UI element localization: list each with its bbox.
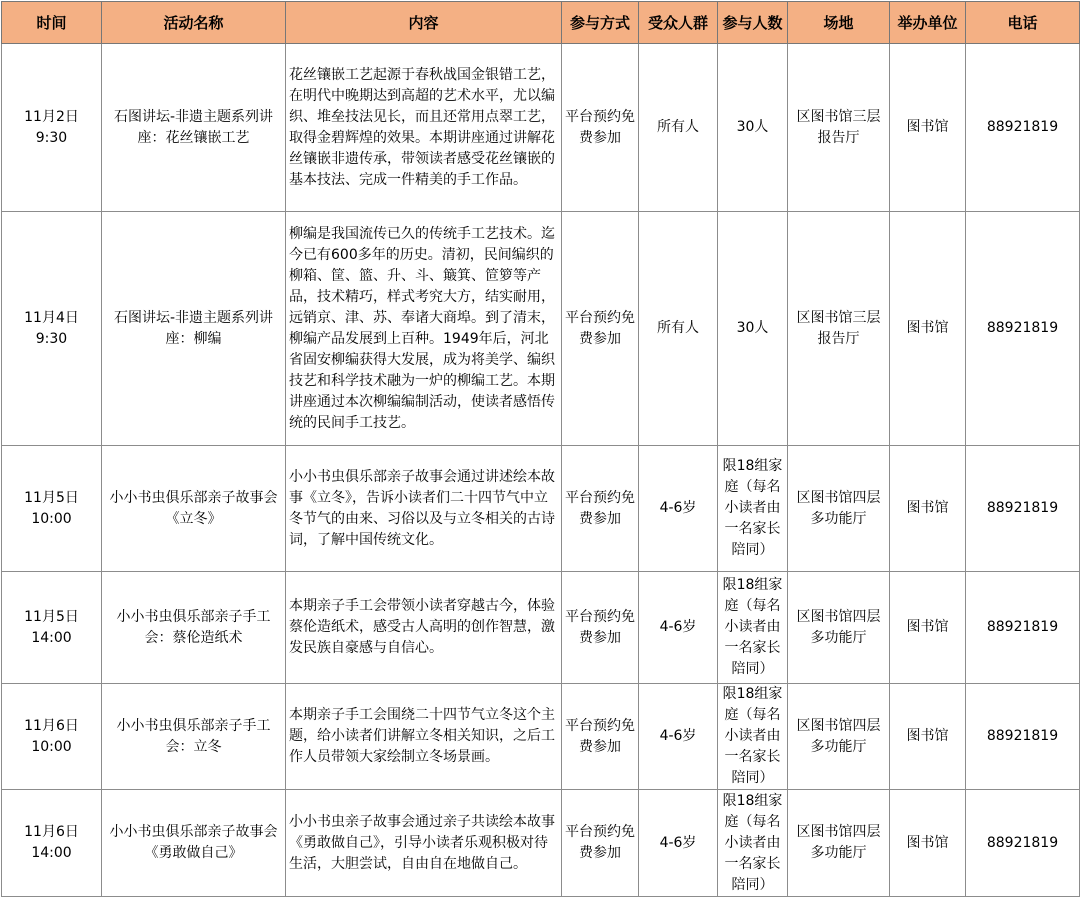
time-cell	[2, 684, 102, 790]
header-method: 参与方式	[562, 2, 639, 44]
date-text: 11月2日	[24, 108, 79, 125]
venue-cell: 区图书馆四层多功能厅	[788, 684, 890, 790]
time-cell	[2, 446, 102, 572]
count-cell: 限18组家庭（每名小读者由一名家长陪同）	[718, 572, 788, 684]
activity-name-cell: 石图讲坛-非遗主题系列讲座：花丝镶嵌工艺	[102, 44, 286, 212]
organizer-cell: 图书馆	[890, 684, 966, 790]
time-text: 14:00	[31, 629, 72, 646]
venue-cell: 区图书馆三层报告厅	[788, 44, 890, 212]
audience-cell: 所有人	[639, 44, 718, 212]
content-cell: 本期亲子手工会带领小读者穿越古今，体验蔡伦造纸术，感受古人高明的创作智慧，激发民族自豪感与自信心。	[286, 572, 562, 684]
venue-cell: 区图书馆四层多功能厅	[788, 572, 890, 684]
activity-schedule-table	[1, 1, 1080, 897]
activity-name-cell: 小小书虫俱乐部亲子手工会：蔡伦造纸术	[102, 572, 286, 684]
organizer-cell: 图书馆	[890, 572, 966, 684]
header-count: 参与人数	[718, 2, 788, 44]
audience-cell: 4-6岁	[639, 684, 718, 790]
phone-cell: 88921819	[966, 212, 1080, 446]
time-text: 10:00	[31, 510, 72, 527]
method-cell: 平台预约免费参加	[562, 684, 639, 790]
audience-cell: 所有人	[639, 212, 718, 446]
phone-cell: 88921819	[966, 572, 1080, 684]
activity-name-cell: 小小书虫俱乐部亲子手工会：立冬	[102, 684, 286, 790]
method-cell: 平台预约免费参加	[562, 572, 639, 684]
venue-cell: 区图书馆三层报告厅	[788, 212, 890, 446]
phone-cell: 88921819	[966, 446, 1080, 572]
time-text: 10:00	[31, 738, 72, 755]
table-row	[2, 212, 1080, 446]
header-activity-name: 活动名称	[102, 2, 286, 44]
organizer-cell: 图书馆	[890, 446, 966, 572]
date-text: 11月4日	[24, 309, 79, 326]
audience-cell: 4-6岁	[639, 446, 718, 572]
table-row	[2, 790, 1080, 897]
count-cell: 限18组家庭（每名小读者由一名家长陪同）	[718, 790, 788, 897]
time-text: 14:00	[31, 845, 72, 861]
count-cell: 限18组家庭（每名小读者由一名家长陪同）	[718, 446, 788, 572]
time-cell	[2, 790, 102, 897]
header-audience: 受众人群	[639, 2, 718, 44]
time-cell	[2, 572, 102, 684]
phone-cell: 88921819	[966, 44, 1080, 212]
content-cell: 柳编是我国流传已久的传统手工艺技术。迄今已有600多年的历史。清初，民间编织的柳箱、筐、篮、升、斗、簸箕、笸箩等产品，技术精巧，样式考究大方，结实耐用，远销京、津、苏、奉诸大商埠。到了清末，柳编产品发展到上百种。1949年后，河北省固安柳编获得大发展，成为将美学、编织技艺和科学技术融为一炉的柳编工艺。本期讲座通过本次柳编编制活动，使读者感悟传统的民间手工技艺。	[286, 212, 562, 446]
time-cell	[2, 212, 102, 446]
date-text: 11月6日	[24, 824, 79, 840]
date-text: 11月5日	[24, 608, 79, 625]
header-time: 时间	[2, 2, 102, 44]
table-row	[2, 446, 1080, 572]
activity-name-cell: 小小书虫俱乐部亲子故事会《立冬》	[102, 446, 286, 572]
method-cell: 平台预约免费参加	[562, 44, 639, 212]
audience-cell: 4-6岁	[639, 572, 718, 684]
count-cell: 30人	[718, 44, 788, 212]
method-cell: 平台预约免费参加	[562, 212, 639, 446]
table-row	[2, 684, 1080, 790]
organizer-cell: 图书馆	[890, 790, 966, 897]
venue-cell: 区图书馆四层多功能厅	[788, 790, 890, 897]
header-content: 内容	[286, 2, 562, 44]
table-row	[2, 44, 1080, 212]
count-cell: 30人	[718, 212, 788, 446]
phone-cell: 88921819	[966, 684, 1080, 790]
table-row	[2, 572, 1080, 684]
content-cell: 小小书虫俱乐部亲子故事会通过讲述绘本故事《立冬》，告诉小读者们二十四节气中立冬节气的由来、习俗以及与立冬相关的古诗词，了解中国传统文化。	[286, 446, 562, 572]
phone-cell: 88921819	[966, 790, 1080, 897]
audience-cell: 4-6岁	[639, 790, 718, 897]
content-cell: 花丝镶嵌工艺起源于春秋战国金银错工艺，在明代中晚期达到高超的艺术水平，尤以编织、堆垒技法见长，而且还常用点翠工艺，取得金碧辉煌的效果。本期讲座通过讲解花丝镶嵌非遗传承，带领读者感受花丝镶嵌的基本技法、完成一件精美的手工作品。	[286, 44, 562, 212]
method-cell: 平台预约免费参加	[562, 790, 639, 897]
organizer-cell: 图书馆	[890, 44, 966, 212]
time-cell	[2, 44, 102, 212]
date-text: 11月6日	[24, 717, 79, 734]
header-phone: 电话	[966, 2, 1080, 44]
organizer-cell: 图书馆	[890, 212, 966, 446]
header-row	[2, 2, 1080, 44]
activity-name-cell: 小小书虫俱乐部亲子故事会《勇敢做自己》	[102, 790, 286, 897]
venue-cell: 区图书馆四层多功能厅	[788, 446, 890, 572]
header-venue: 场地	[788, 2, 890, 44]
time-text: 9:30	[35, 129, 68, 146]
content-cell: 小小书虫亲子故事会通过亲子共读绘本故事《勇敢做自己》，引导小读者乐观积极对待生活，大胆尝试，自由自在地做自己。	[286, 790, 562, 897]
time-text: 9:30	[35, 330, 68, 347]
header-organizer: 举办单位	[890, 2, 966, 44]
content-cell: 本期亲子手工会围绕二十四节气立冬这个主题，给小读者们讲解立冬相关知识，之后工作人员带领大家绘制立冬场景画。	[286, 684, 562, 790]
count-cell: 限18组家庭（每名小读者由一名家长陪同）	[718, 684, 788, 790]
activity-name-cell: 石图讲坛-非遗主题系列讲座：柳编	[102, 212, 286, 446]
method-cell: 平台预约免费参加	[562, 446, 639, 572]
date-text: 11月5日	[24, 489, 79, 506]
